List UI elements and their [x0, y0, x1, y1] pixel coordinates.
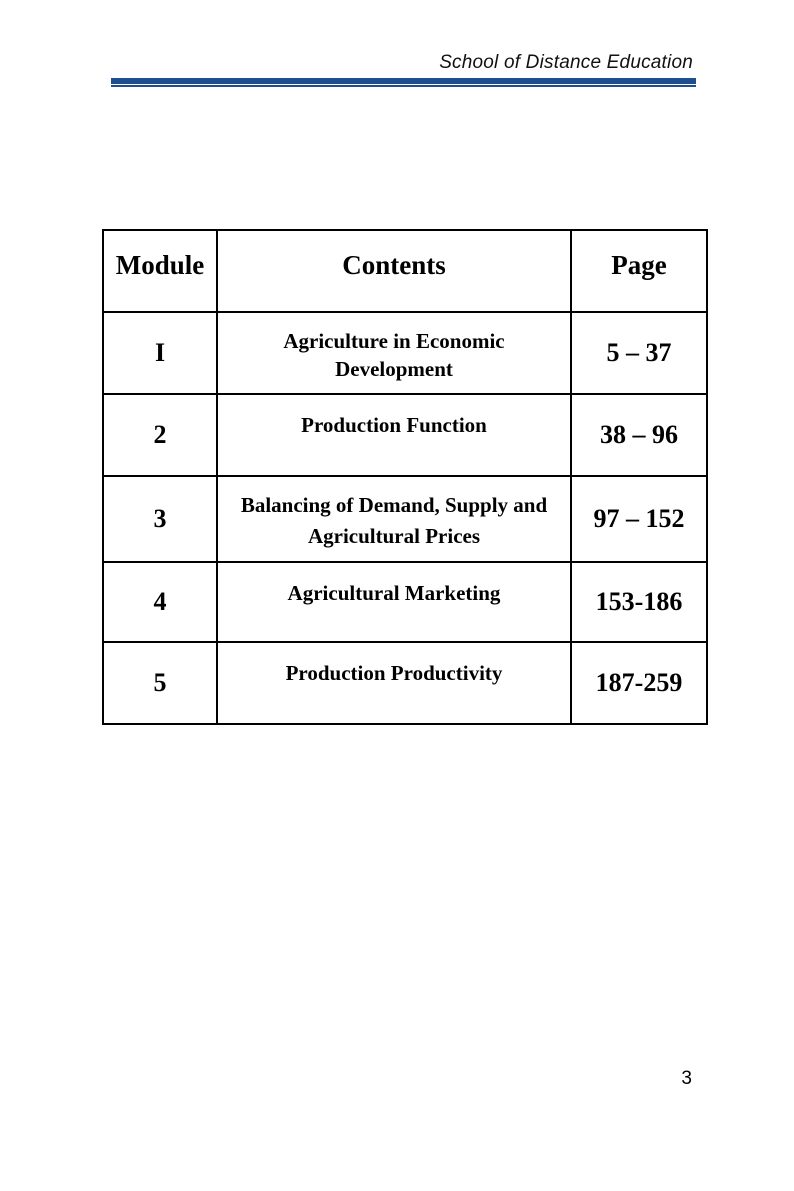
contents-table — [102, 229, 708, 725]
table-row — [103, 642, 707, 724]
contents-cell: Agriculture in Economic Development — [217, 312, 571, 394]
page-cell: 5 – 37 — [571, 312, 707, 394]
column-header-module: Module — [103, 230, 217, 312]
table-row — [103, 312, 707, 394]
page-cell: 187-259 — [571, 642, 707, 724]
module-cell: 4 — [103, 562, 217, 642]
column-header-page: Page — [571, 230, 707, 312]
table-row — [103, 562, 707, 642]
contents-cell: Balancing of Demand, Supply and Agricultural Prices — [217, 476, 571, 562]
module-cell: 2 — [103, 394, 217, 476]
contents-cell: Production Function — [217, 394, 571, 476]
page-number: 3 — [681, 1068, 692, 1089]
page-cell: 153-186 — [571, 562, 707, 642]
table-row — [103, 394, 707, 476]
module-cell: 5 — [103, 642, 217, 724]
contents-cell: Production Productivity — [217, 642, 571, 724]
module-cell: 3 — [103, 476, 217, 562]
module-cell: I — [103, 312, 217, 394]
table-header-row — [103, 230, 707, 312]
header-rule-thick — [111, 78, 696, 84]
header-title: School of Distance Education — [439, 52, 693, 73]
contents-cell: Agricultural Marketing — [217, 562, 571, 642]
page-cell: 38 – 96 — [571, 394, 707, 476]
table-row — [103, 476, 707, 562]
column-header-contents: Contents — [217, 230, 571, 312]
header-rule-thin — [111, 85, 696, 87]
page-cell: 97 – 152 — [571, 476, 707, 562]
